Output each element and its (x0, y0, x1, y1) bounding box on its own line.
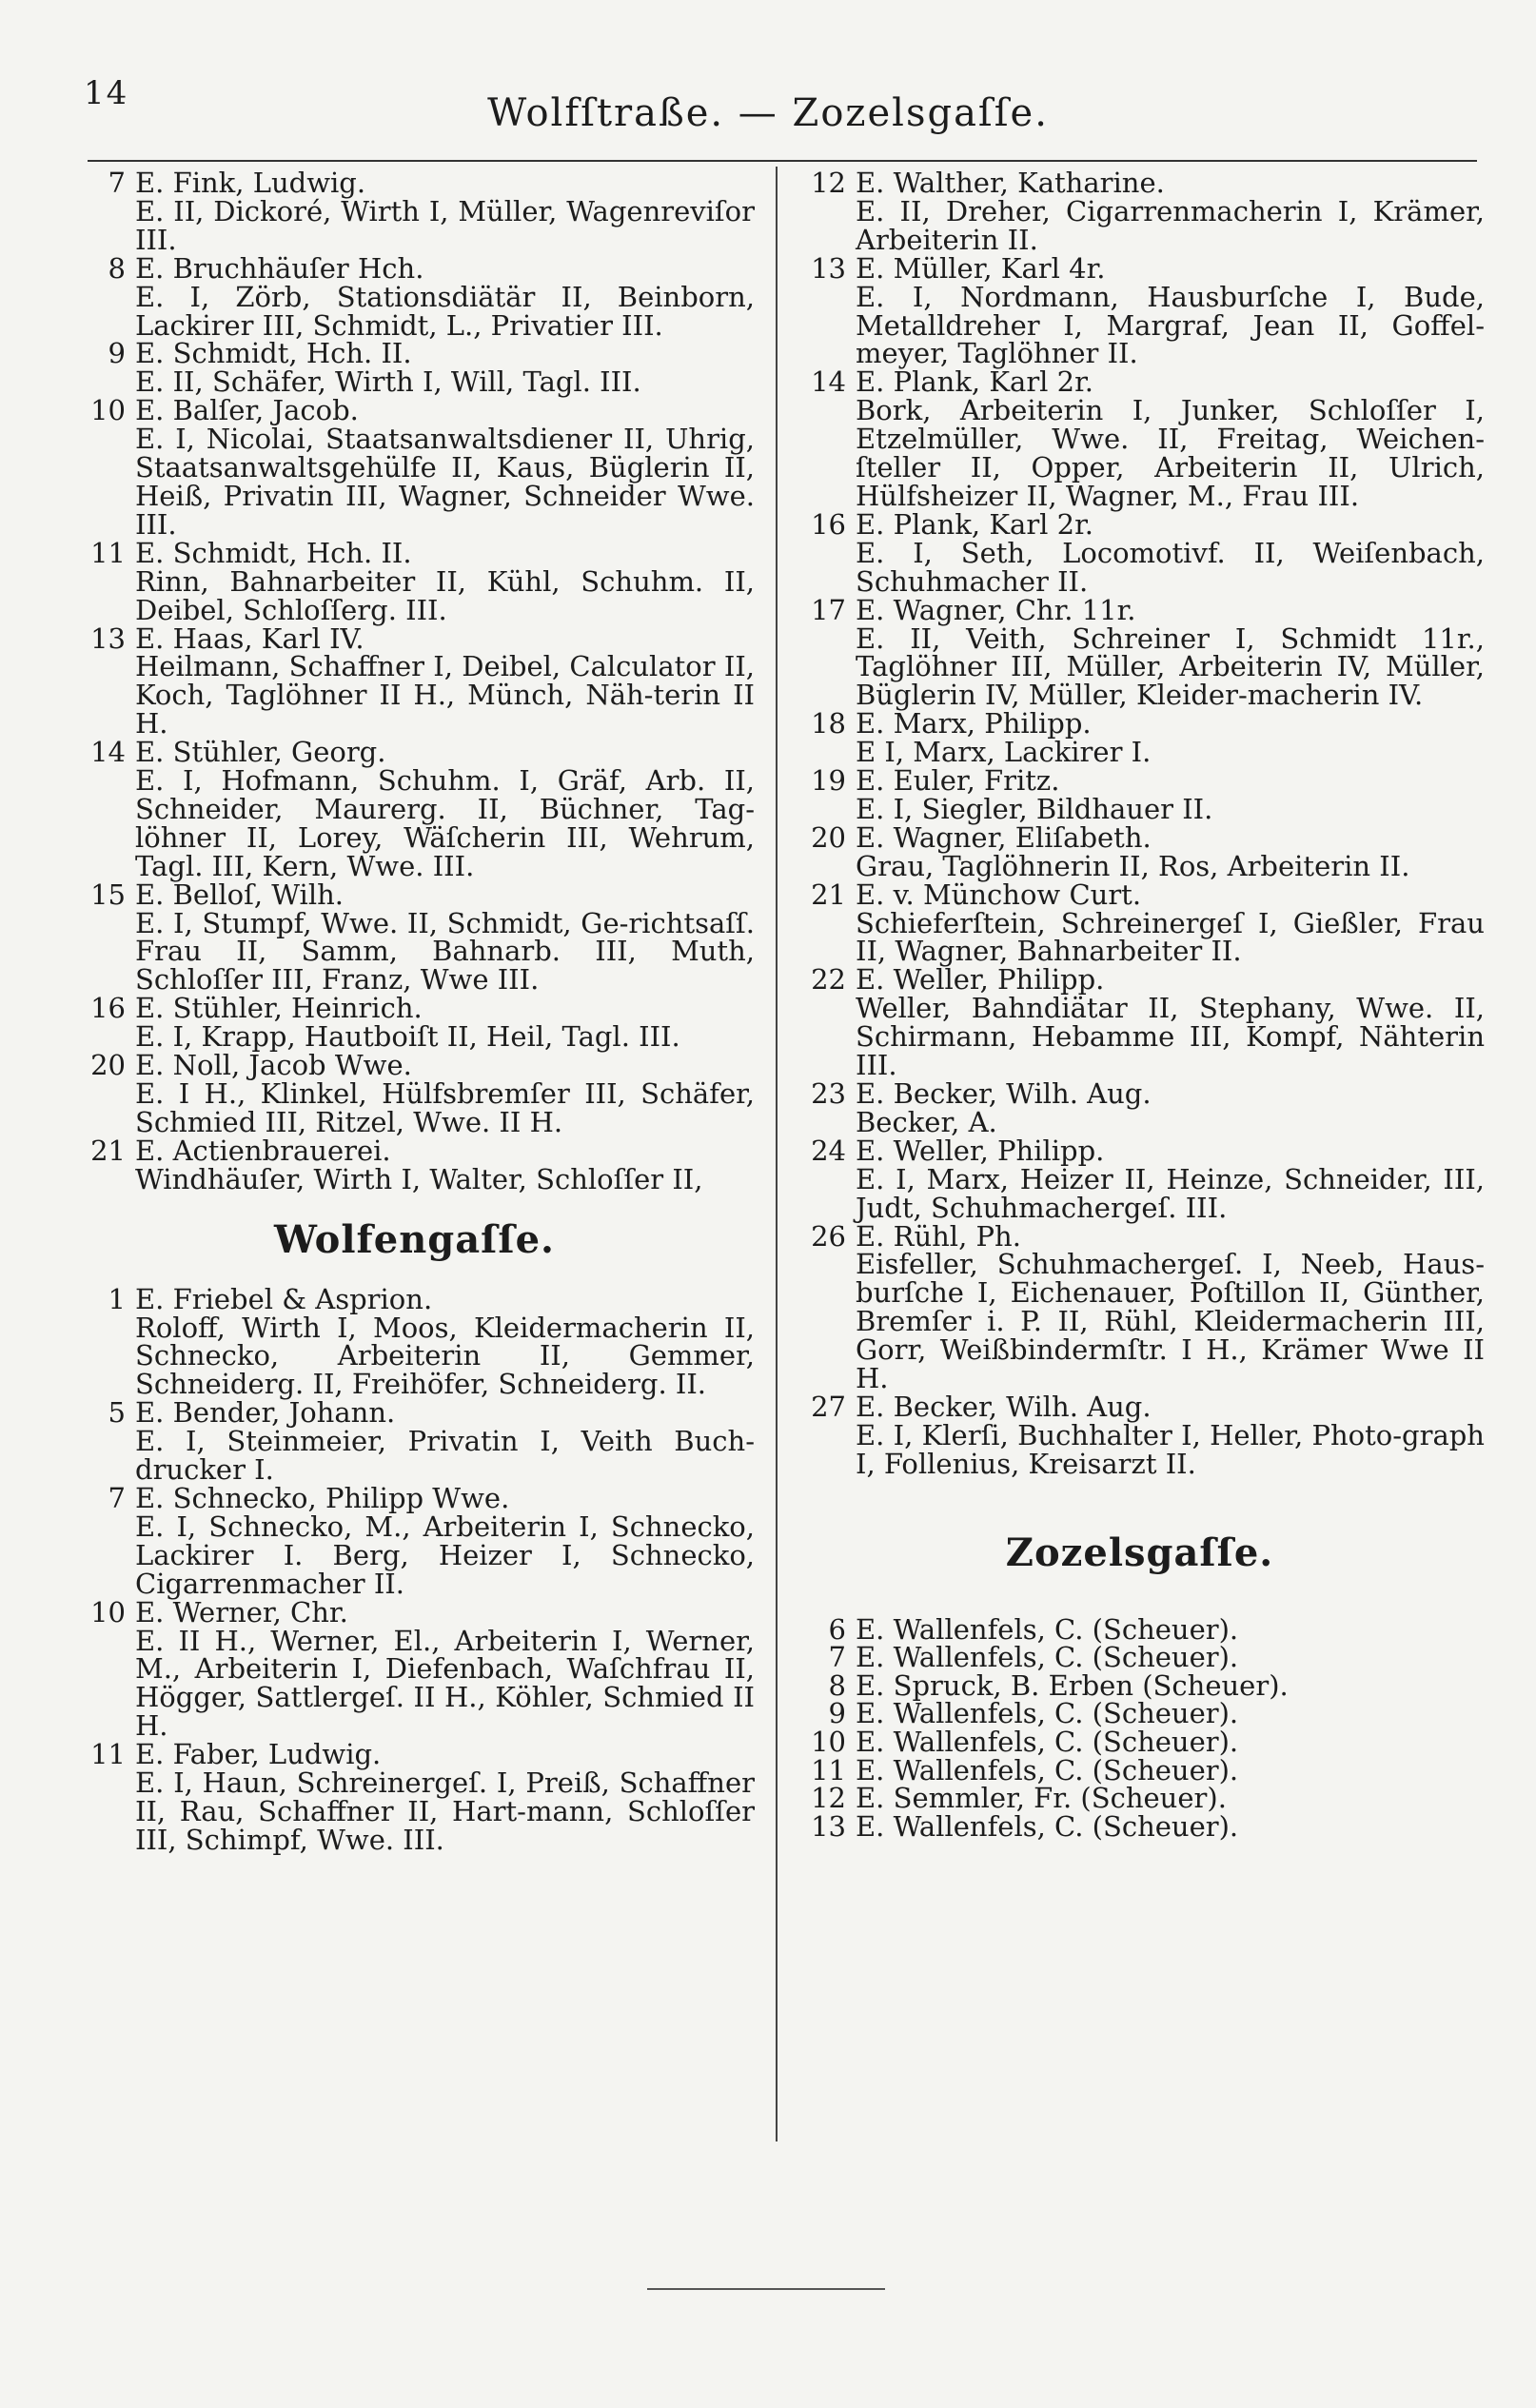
list-item (795, 1612, 1485, 1646)
house-entry (795, 365, 1485, 512)
residents-text: Schieferſtein, Schreinergeſ I, Gießler, Frau II, Wagner, Bahnarbeiter II. (856, 906, 1485, 968)
entry-head (795, 507, 1485, 541)
owner-line: E. Fink, Ludwig. (135, 167, 366, 199)
owner-line: E. Becker, Wilh. Aug. (856, 1390, 1152, 1423)
section-title-zozelsgasse: Zozelsgaſſe. (1005, 1530, 1274, 1575)
house-entry (795, 1219, 1485, 1395)
entry-head (74, 736, 755, 769)
owner-line: E. Noll, Jacob Wwe. (135, 1049, 412, 1082)
house-number: 8 (828, 1668, 846, 1702)
running-head: Wolfſtraße. — Zozelsgaſſe. (487, 91, 1049, 135)
zozelsgasse-entries (795, 1612, 1485, 1843)
owner-line: E. Wallenfels, C. (Scheuer). (856, 1612, 1239, 1646)
residents-text: Heilmann, Schaffner I, Deibel, Calculator II, Koch, Taglöhner II H., Münch, Näh-terin II H. (135, 650, 755, 740)
house-number: 24 (811, 1134, 846, 1167)
house-number: 13 (811, 251, 846, 285)
house-entry (74, 992, 755, 1054)
entry-head (795, 1219, 1485, 1253)
owner-line: E. Schmidt, Hch. II. (135, 536, 412, 569)
owner-line: E. Bruchhäuſer Hch. (135, 251, 424, 285)
residents-text: E. I H., Klinkel, Hülfsbremſer III, Schäfer, Schmied III, Ritzel, Wwe. II H. (135, 1077, 755, 1138)
house-entry (795, 820, 1485, 882)
residents-text: E. I, Krapp, Hautboiſt II, Heil, Tagl. III. (135, 1020, 680, 1054)
list-item (795, 1782, 1485, 1815)
entry-head (74, 251, 755, 285)
house-number: 16 (90, 992, 126, 1025)
entry-head (74, 1134, 755, 1167)
owner-line: E. Wallenfels, C. (Scheuer). (856, 1641, 1239, 1674)
house-entry (795, 169, 1485, 255)
owner-line: E. Wallenfels, C. (Scheuer). (856, 1726, 1239, 1759)
entry-head (795, 1077, 1485, 1110)
entry-head (74, 622, 755, 655)
owner-line: E. Stühler, Georg. (135, 736, 386, 769)
house-number: 11 (811, 1753, 846, 1786)
owner-line: E. Walther, Katharine. (856, 167, 1165, 199)
house-entry (74, 169, 755, 255)
house-entry (74, 1134, 755, 1195)
right-entries (795, 169, 1485, 1479)
house-number: 16 (811, 507, 846, 541)
house-number: 7 (108, 167, 126, 199)
house-number: 23 (811, 1077, 846, 1110)
entry-head (795, 707, 1485, 740)
house-entry (74, 1595, 755, 1743)
house-entry (795, 878, 1485, 968)
residents-text: E. II, Schäfer, Wirth I, Will, Tagl. III. (135, 365, 641, 399)
left-column (74, 169, 755, 1855)
house-entry (74, 622, 755, 740)
list-item (795, 1668, 1485, 1702)
owner-line: E. Werner, Chr. (135, 1595, 348, 1628)
right-column (795, 169, 1485, 1841)
house-entry (795, 764, 1485, 825)
owner-line: E. Müller, Karl 4r. (856, 251, 1106, 285)
list-item (795, 1697, 1485, 1730)
house-entry (74, 1481, 755, 1600)
entry-head (795, 764, 1485, 798)
residents-text: E. I, Schnecko, M., Arbeiterin I, Schnecko, Lackirer I. Berg, Heizer I, Schnecko, Cigarrenmacher II. (135, 1510, 755, 1600)
residents-text: Eisfeller, Schuhmachergeſ. I, Neeb, Haus-burſche I, Eichenauer, Poſtillon II, Günther, Bremſer i. P. II, Rühl, Kleidermacherin III, Gorr, Weißbindermſtr. I H., Krämer Wwe II H. (856, 1248, 1485, 1395)
entry-head (74, 878, 755, 911)
residents-text: Bork, Arbeiterin I, Junker, Schloſſer I, Etzelmüller, Wwe. II, Freitag, Weichen-ſteller II, Opper, Arbeiterin II, Ulrich, Hülfsheizer II, Wagner, M., Frau III. (856, 394, 1485, 512)
residents-text: E. I, Haun, Schreinergeſ. I, Preiß, Schaffner II, Rau, Schaffner II, Hart-mann, Schloſſer III, Schimpf, Wwe. III. (135, 1767, 755, 1856)
owner-line: E. Weller, Philipp. (856, 1134, 1105, 1167)
house-number: 8 (108, 251, 126, 285)
house-entry (795, 1077, 1485, 1138)
residents-text: E. I, Zörb, Stationsdiätär II, Beinborn, Lackirer III, Schmidt, L., Privatier III. (135, 280, 755, 342)
entry-head (795, 251, 1485, 285)
house-entry (795, 507, 1485, 598)
house-number: 13 (811, 1809, 846, 1843)
house-number: 6 (828, 1612, 846, 1646)
owner-line: E. Wallenfels, C. (Scheuer). (856, 1697, 1239, 1730)
house-number: 19 (811, 764, 846, 798)
entry-head (795, 878, 1485, 911)
owner-line: E. Marx, Philipp. (856, 707, 1092, 740)
residents-text: E. I, Stumpf, Wwe. II, Schmidt, Ge-richtsaſſ. Frau II, Samm, Bahnarb. III, Muth, Schloſſer III, Franz, Wwe III. (135, 906, 755, 997)
entry-head (74, 1049, 755, 1082)
entry-head (74, 1282, 755, 1315)
house-number: 15 (90, 878, 126, 911)
house-number: 12 (811, 1782, 846, 1815)
house-number: 14 (90, 736, 126, 769)
residents-text: E I, Marx, Lackirer I. (856, 736, 1152, 769)
owner-line: E. Balſer, Jacob. (135, 394, 359, 427)
house-entry (795, 1390, 1485, 1480)
entry-head (74, 536, 755, 569)
list-item (795, 1809, 1485, 1843)
column-divider (776, 167, 778, 2142)
house-number: 11 (90, 1738, 126, 1771)
entry-head (74, 394, 755, 427)
entry-head (795, 593, 1485, 626)
house-entry (795, 963, 1485, 1082)
house-number: 11 (90, 536, 126, 569)
house-number: 12 (811, 167, 846, 199)
house-number: 18 (811, 707, 846, 740)
house-number: 14 (811, 365, 846, 399)
house-number: 10 (811, 1726, 846, 1759)
house-entry (74, 337, 755, 399)
owner-line: E. Friebel & Asprion. (135, 1282, 433, 1315)
owner-line: E. Wagner, Eliſabeth. (856, 820, 1152, 854)
house-number: 22 (811, 963, 846, 997)
owner-line: E. v. Münchow Curt. (856, 878, 1142, 911)
list-item (795, 1753, 1485, 1786)
house-entry (795, 1134, 1485, 1224)
entry-head (795, 963, 1485, 997)
owner-line: E. Belloſ, Wilh. (135, 878, 345, 911)
house-number: 21 (811, 878, 846, 911)
residents-text: Windhäuſer, Wirth I, Walter, Schloſſer II, (135, 1162, 703, 1195)
residents-text: Grau, Taglöhnerin II, Ros, Arbeiterin II. (856, 849, 1410, 882)
entry-head (795, 1134, 1485, 1167)
entry-head (74, 1481, 755, 1514)
entry-head (795, 1390, 1485, 1423)
house-entry (795, 707, 1485, 769)
owner-line: E. Wallenfels, C. (Scheuer). (856, 1809, 1239, 1843)
residents-text: E. I, Hofmann, Schuhm. I, Gräf, Arb. II, Schneider, Maurerg. II, Büchner, Tag-löhner II, Lorey, Wäſcherin III, Wehrum, Tagl. III, Kern, Wwe. III. (135, 764, 755, 882)
entry-head (74, 992, 755, 1025)
owner-line: E. Plank, Karl 2r. (856, 365, 1094, 399)
entry-head (74, 1738, 755, 1771)
residents-text: E. I, Nicolai, Staatsanwaltsdiener II, Uhrig, Staatsanwaltsgehülfe II, Kaus, Büglerin II, Heiß, Privatin III, Wagner, Schneider Wwe. III. (135, 423, 755, 541)
house-entry (74, 1738, 755, 1856)
left-entries (74, 169, 755, 1194)
house-number: 20 (811, 820, 846, 854)
wolfengasse-entries (74, 1282, 755, 1856)
house-number: 1 (108, 1282, 126, 1315)
house-number: 10 (90, 1595, 126, 1628)
owner-line: E. Wagner, Chr. 11r. (856, 593, 1136, 626)
house-entry (74, 1282, 755, 1401)
house-number: 17 (811, 593, 846, 626)
entry-head (74, 337, 755, 370)
owner-line: E. Semmler, Fr. (Scheuer). (856, 1782, 1227, 1815)
owner-line: E. Euler, Fritz. (856, 764, 1060, 798)
residents-text: E. I, Marx, Heizer II, Heinze, Schneider, III, Judt, Schuhmachergeſ. III. (856, 1162, 1485, 1224)
residents-text: Becker, A. (856, 1105, 997, 1138)
house-entry (795, 251, 1485, 370)
entry-head (795, 365, 1485, 399)
header-rule (88, 160, 1477, 162)
owner-line: E. Stühler, Heinrich. (135, 992, 423, 1025)
residents-text: E. I, Nordmann, Hausburſche I, Bude, Metalldreher I, Margraf, Jean II, Goffel-meyer, Taglöhner II. (856, 280, 1485, 370)
house-entry (74, 251, 755, 342)
owner-line: E. Becker, Wilh. Aug. (856, 1077, 1152, 1110)
owner-line: E. Haas, Karl IV. (135, 622, 364, 655)
house-number: 9 (828, 1697, 846, 1730)
house-entry (74, 736, 755, 882)
section-title-wolfengasse: Wolfengaſſe. (274, 1216, 555, 1262)
residents-text: E. II, Dreher, Cigarrenmacherin I, Krämer, Arbeiterin II. (856, 194, 1485, 256)
residents-text: E. II, Veith, Schreiner I, Schmidt 11r., Taglöhner III, Müller, Arbeiterin IV, Müller, Büglerin IV, Müller, Kleider-macherin IV. (856, 622, 1485, 712)
entry-head (795, 169, 1485, 198)
entry-head (74, 1396, 755, 1430)
house-number: 27 (811, 1390, 846, 1423)
owner-line: E. Bender, Johann. (135, 1396, 396, 1430)
residents-text: Roloff, Wirth I, Moos, Kleidermacherin II, Schnecko, Arbeiterin II, Gemmer, Schneiderg. II, Freihöfer, Schneiderg. II. (135, 1311, 755, 1401)
entry-head (74, 169, 755, 198)
house-number: 7 (828, 1641, 846, 1674)
house-number: 7 (108, 1481, 126, 1514)
owner-line: E. Faber, Ludwig. (135, 1738, 382, 1771)
owner-line: E. Weller, Philipp. (856, 963, 1105, 997)
residents-text: E. I, Siegler, Bildhauer II. (856, 792, 1213, 825)
owner-line: E. Actienbrauerei. (135, 1134, 391, 1167)
list-item (795, 1728, 1485, 1757)
page-number: 14 (84, 74, 129, 112)
house-entry (74, 394, 755, 541)
list-item (795, 1641, 1485, 1674)
house-entry (74, 878, 755, 997)
residents-text: Weller, Bahndiätar II, Stephany, Wwe. II, Schirmann, Hebamme III, Kompf, Nähterin III. (856, 992, 1485, 1082)
residents-text: E. I, Seth, Locomotivf. II, Weiſenbach, Schuhmacher II. (856, 536, 1485, 598)
residents-text: E. II H., Werner, El., Arbeiterin I, Werner, M., Arbeiterin I, Diefenbach, Waſchfrau II, Högger, Sattlergeſ. II H., Köhler, Schmied II H. (135, 1624, 755, 1743)
house-entry (74, 1049, 755, 1138)
house-number: 9 (108, 337, 126, 370)
house-number: 21 (90, 1134, 126, 1167)
house-number: 20 (90, 1049, 126, 1082)
owner-line: E. Wallenfels, C. (Scheuer). (856, 1753, 1239, 1786)
owner-line: E. Schmidt, Hch. II. (135, 337, 412, 370)
owner-line: E. Rühl, Ph. (856, 1219, 1021, 1253)
house-number: 13 (90, 622, 126, 655)
entry-head (795, 820, 1485, 854)
house-entry (74, 1396, 755, 1487)
house-entry (795, 593, 1485, 712)
owner-line: E. Schnecko, Philipp Wwe. (135, 1481, 510, 1514)
house-number: 5 (108, 1396, 126, 1430)
owner-line: E. Plank, Karl 2r. (856, 507, 1094, 541)
owner-line: E. Spruck, B. Erben (Scheuer). (856, 1668, 1289, 1702)
house-number: 10 (90, 394, 126, 427)
house-number: 26 (811, 1219, 846, 1253)
residents-text: E. I, Steinmeier, Privatin I, Veith Buch-drucker I. (135, 1425, 755, 1487)
residents-text: Rinn, Bahnarbeiter II, Kühl, Schuhm. II, Deibel, Schloſſerg. III. (135, 564, 755, 626)
house-entry (74, 536, 755, 626)
residents-text: E. I, Klerſi, Buchhalter I, Heller, Photo-graph I, Follenius, Kreisarzt II. (856, 1418, 1485, 1480)
residents-text: E. II, Dickoré, Wirth I, Müller, Wagenreviſor III. (135, 194, 755, 256)
footer-rule (647, 2288, 885, 2290)
entry-head (74, 1595, 755, 1628)
